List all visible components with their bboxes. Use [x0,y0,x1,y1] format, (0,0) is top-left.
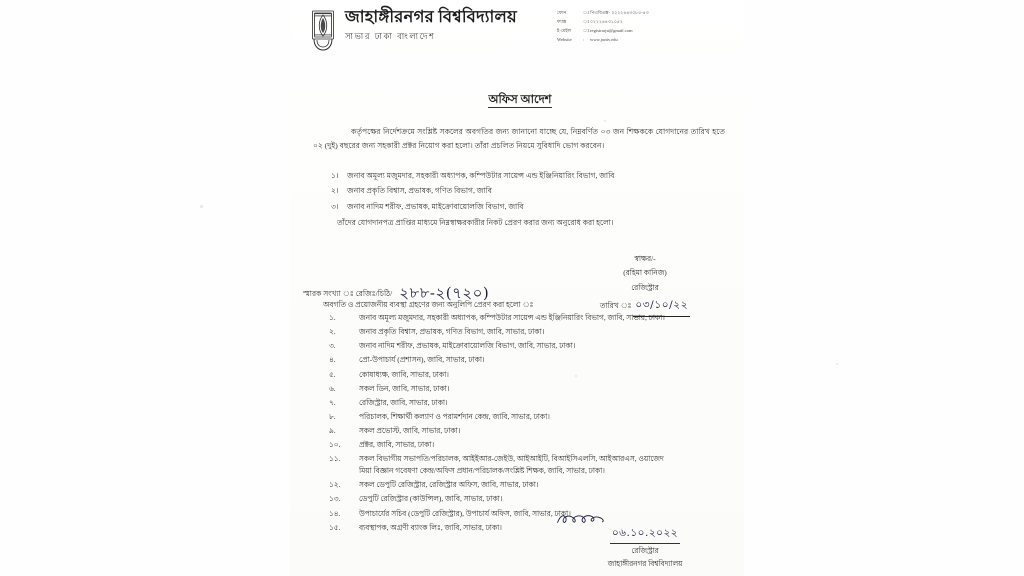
distribution-item [325,453,745,477]
distribution-number: ১. [329,313,336,322]
distribution-number: ১৪. [329,508,341,518]
contact-row-phone [557,9,649,18]
contact-sep-phone: ঃ [583,10,590,15]
distribution-number: ৫. [329,369,336,379]
distribution-item [325,383,745,395]
contact-label-phone: ফোন [557,10,567,15]
distribution-number: ১৫. [329,522,341,532]
contact-block [557,9,649,45]
distribution-number: ৬. [329,383,336,393]
memo-label: স্মারক সংখ্যা ঃ রেজিঃ/চিঠি/ [303,289,393,298]
contact-row-fax [557,18,649,27]
signatory-designation-bottom: রেজিস্ট্রার [631,545,659,555]
distribution-item [325,354,745,366]
distribution-text: পরিচালক, শিক্ষার্থী কল্যাণ ও পরামর্শদান কেন্দ্র, জাবি, সাভার, ঢাকা। [359,411,550,421]
document-title [295,90,745,110]
signature-date-value: ০৩/১০/২২ [633,295,690,316]
appointee-number: ২। [331,186,339,196]
signatory-name: (রহিমা কানিজ) [623,268,667,278]
appointee-item [331,199,731,214]
scan-margin-left [0,0,290,576]
distribution-text: সকল প্রভোস্ট, জাবি, সাভার, ঢাকা। [359,426,461,435]
appointee-text: জনাব অমূল্য মজুমদার, সহকারী অধ্যাপক, কম্পিউটার সায়েন্স এন্ড ইঞ্জিনিয়ারিং বিভাগ, জাবি [347,171,615,180]
appointee-text: জনাব প্রকৃতি বিশ্বাস, প্রভাষক, গণিত বিভাগ, জাবি [347,186,492,196]
distribution-item [325,312,745,324]
appointee-list [331,168,731,214]
contact-value-fax: ০২২২৪৪৩১০৫২ [590,18,623,24]
signature-date-bottom-value: ০৬.১০.২০২২ [610,524,680,544]
signature-date-label: তারিখ ঃ [599,301,632,311]
distribution-text-line2: মিয়া বিজ্ঞান গবেষণা কেন্দ্র/অফিস প্রধান/পরিচালক/সংশ্লিষ্ট শিক্ষক, জাবি, সাভার, ঢাকা। [359,466,605,476]
distribution-item [325,493,745,505]
appointee-number: ৩। [331,201,339,211]
university-identity [345,8,517,44]
contact-label-fax: ফ্যাক্স [557,18,567,24]
distribution-text: জনাব প্রকৃতি বিশ্বাস, প্রভাষক, গণিত বিভাগ, জাবি, সাভার, ঢাকা। [359,327,545,337]
university-name: জাহাঙ্গীরনগর বিশ্ববিদ্যালয় [345,7,517,26]
contact-sep-email: ঃ [583,27,590,33]
document-body [295,0,745,576]
distribution-number: ১০. [329,440,341,450]
distribution-item [325,326,745,338]
appointee-number: ১। [331,171,339,180]
contact-value-phone: পিএবিএক্স- ০২২২৪৪৩০৮৫-৫৩ [590,10,649,15]
distribution-number: ৭. [329,397,336,407]
distribution-intro: অবগতি ও প্রয়োজনীয় ব্যবস্থা গ্রহণের জন্য অনুলিপি প্রেরণ করা হলো ঃ [323,300,534,309]
contact-value-email: registrarju@gmail.com [590,27,633,33]
distribution-text: প্রক্টর, জাবি, সাভার, ঢাকা। [359,440,435,450]
document-title-text: অফিস আদেশ [488,94,552,106]
distribution-text-line1: সকল বিভাগীয় সভাপতি/পরিচালক, আইইআর-জেইউ, আইআইটি, বিআইসিএলসি, আইআরএস, ওয়াজেদ [359,454,664,464]
signature-date-bottom [545,524,745,544]
signatory-organization-bottom: জাহাঙ্গীরনগর বিশ্ববিদ্যালয় [607,559,683,569]
distribution-text: রেজিস্ট্রার, জাবি, সাভার, ঢাকা। [359,397,448,407]
distribution-item [325,411,745,423]
memo-handwritten-number: ২৮৮-২(৭২০) [399,284,490,302]
distribution-text: জনাব অমূল্য মজুমদার, সহকারী অধ্যাপক, কম্পিউটার সায়েন্স এন্ড ইঞ্জিনিয়ারিং বিভাগ, জাবি, সাভার, ঢাকা। [359,313,665,322]
distribution-item [325,439,745,451]
distribution-list [325,312,745,536]
distribution-number: ৯. [329,426,336,435]
distribution-text: জনাব নাদিম শরীফ, প্রভাষক, মাইক্রোবায়োলজি বিভাগ, জাবি, সাভার, ঢাকা। [359,341,576,351]
distribution-item [325,369,745,381]
signature-block-bottom [545,512,745,570]
distribution-item [325,340,745,352]
signatory-designation: রেজিস্ট্রার [631,282,659,292]
distribution-text: সকল ডিন, জাবি, সাভার, ঢাকা। [359,383,450,393]
distribution-text [359,453,745,477]
distribution-item [325,397,745,409]
contact-label-email: ই-মেইল [557,27,572,33]
distribution-item [325,479,745,491]
distribution-number: ১৩. [329,494,341,504]
distribution-number: ৮. [329,411,336,421]
distribution-number: ৪. [329,355,336,365]
contact-row-email [557,27,649,36]
distribution-text: প্রো-উপাচার্য (প্রশাসন), জাবি, সাভার, ঢাকা। [359,355,485,365]
appointee-item [331,168,731,183]
contact-sep-website: : [583,36,585,42]
scan-margin-right [744,0,1024,576]
contact-sep-fax: ঃ [583,18,590,24]
university-crest-icon [307,8,339,52]
distribution-number: ১১. [329,454,341,464]
distribution-number: ১২. [329,480,341,490]
distribution-item [325,425,745,437]
order-paragraph: কর্তৃপক্ষের নির্দেশক্রমে সংশ্লিষ্ট সকলের অবগতির জন্য জানানো যাচ্ছে যে, নিম্নবর্ণিত ০৩ জন শিক্ষককে যোগদানের তারিখ হতে ০২ (দুই) বছরের জন্য সহকারী প্রক্টর নিয়োগ করা হলো। তাঁরা প্রচলিত নিয়মে সুবিধাদি ভোগ করবেন। [313,127,725,151]
distribution-text: উপাচার্যের সচিব (ডেপুটি রেজিস্ট্রার), উপাচার্য অফিস, জাবি, সাভার, ঢাকা। [359,508,571,518]
appointee-text: জনাব নাদিম শরীফ, প্রভাষক, মাইক্রোবায়োলজি বিভাগ, জাবি [347,201,524,211]
contact-value-website: www.juniv.edu [590,36,618,42]
distribution-text: ব্যবস্থাপক, অগ্রণী ব্যাংক লিঃ, জাবি, সাভার, ঢাকা। [359,522,502,532]
distribution-text: ডেপুটি রেজিস্ট্রার (কাউন্সিল), জাবি, সাভার, ঢাকা। [359,494,503,504]
contact-row-website [557,36,649,45]
contact-label-website: Website [557,36,572,42]
distribution-text: কোষাধ্যক্ষ, জাবি, সাভার, ঢাকা। [359,369,449,379]
distribution-number: ৩. [329,341,336,351]
university-address: সাভার ঢাকা বাংলাদেশ [345,31,436,41]
signature-mark: স্বাক্ষর/- [634,254,656,263]
distribution-text: সকল ডেপুটি রেজিস্ট্রার, রেজিস্ট্রার অফিস, জাবি, সাভার, ঢাকা। [359,480,539,490]
request-paragraph: তাঁদের যোগদানপত্র প্রাপ্তির মাধ্যমে নিম্নস্বাক্ষরকারীর নিকট প্রেরণ করার জন্য অনুরোধ করা হলো। [337,218,614,227]
appointee-item [331,183,731,198]
distribution-number: ২. [329,327,336,337]
letterhead [295,6,745,58]
